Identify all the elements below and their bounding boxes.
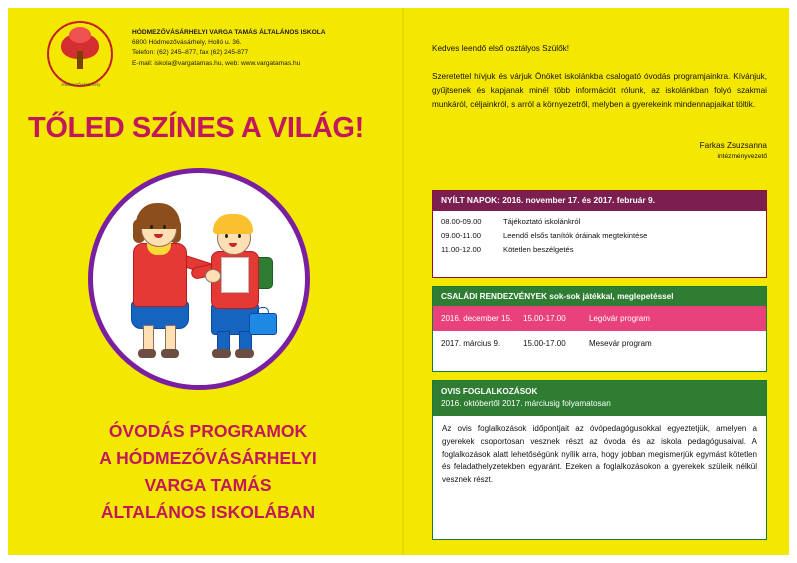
- table-row: [433, 331, 766, 356]
- logo-tree-top-icon: [69, 27, 91, 43]
- event-time: 15.00-17.00: [523, 314, 566, 324]
- girl-hair-icon: [136, 203, 180, 229]
- girl-shoe-right-icon: [161, 349, 179, 358]
- boy-shirt-icon: [221, 257, 249, 293]
- open-day-time: 11.00-12.00: [441, 245, 481, 255]
- school-address: 6800 Hódmezővásárhely, Holló u. 36.: [132, 39, 242, 47]
- boy-eye-right-icon: [238, 234, 241, 238]
- table-row: [441, 215, 758, 229]
- event-time: 15.00-17.00: [523, 339, 566, 349]
- girl-eye-left-icon: [150, 225, 153, 229]
- children-illustration: [88, 168, 314, 400]
- open-days-header: NYÍLT NAPOK: 2016. november 17. és 2017. február 9.: [433, 191, 766, 211]
- logo-circle-icon: [47, 21, 113, 87]
- open-day-desc: Leendő elsős tanítók óráinak megtekintése: [503, 231, 648, 241]
- illustration-circle: [88, 168, 310, 390]
- signature-name: Farkas Zsuzsanna: [699, 141, 767, 150]
- ovis-activities-box: [432, 380, 767, 540]
- table-row: [433, 306, 766, 331]
- family-events-header: CSALÁDI RENDEZVÉNYEK sok-sok játékkal, meglepetéssel: [433, 287, 766, 306]
- school-logo: [32, 18, 128, 90]
- school-info-block: [132, 28, 372, 69]
- intro-paragraph: Szeretettel hívjuk és várjuk Önöket iskolánkba csalogató óvodás programjainkra. Kívánjuk, gyűjtsenek és kapjanak minél több információt rólunk, az iskolánkban folyó szakmai munkáról, céljainkról, s arról a környezetről, melyben a gyerekeink mindennapjaikat töltik.: [432, 72, 767, 110]
- holding-hands-icon: [205, 269, 221, 283]
- open-days-rows: [433, 211, 766, 257]
- program-title: [28, 418, 388, 527]
- event-date: 2016. december 15.: [441, 314, 513, 324]
- event-name: Mesevár program: [589, 339, 652, 349]
- signature-role: intézményvezető: [717, 153, 767, 161]
- greeting-text: Kedves leendő első osztályos Szülők!: [432, 44, 569, 53]
- open-day-desc: Tájékoztató iskolánkról: [503, 217, 581, 227]
- table-row: [441, 229, 758, 243]
- ovis-header: [433, 381, 766, 416]
- boy-hair-icon: [213, 214, 253, 234]
- table-row: [441, 243, 758, 257]
- girl-shoe-left-icon: [138, 349, 156, 358]
- boy-shoe-left-icon: [212, 349, 231, 358]
- family-events-box: [432, 286, 767, 372]
- open-day-desc: Kötetlen beszélgetés: [503, 245, 574, 255]
- open-days-box: [432, 190, 767, 278]
- boy-eye-left-icon: [225, 234, 228, 238]
- logo-tree-trunk-icon: [77, 51, 83, 69]
- school-phone: Telefon: (62) 245–877, fax (62) 245-877: [132, 49, 249, 57]
- program-title-line4: ÁLTALÁNOS ISKOLÁBAN: [100, 502, 316, 523]
- signature-block: [432, 140, 767, 162]
- program-title-line2: A HÓDMEZŐVÁSÁRHELYI: [99, 448, 317, 469]
- open-day-time: 08.00-09.00: [441, 217, 482, 227]
- event-name: Legóvár program: [589, 314, 650, 324]
- program-title-line1: ÓVODÁS PROGRAMOK: [108, 421, 308, 441]
- ovis-header-subtitle: 2016. októbertől 2017. márciusig folyamatosan: [441, 399, 611, 409]
- school-email: E-mail: iskola@vargatamas.hu, web: www.vargatamas.hu: [132, 59, 301, 67]
- boy-shoe-right-icon: [235, 349, 254, 358]
- main-title: TŐLED SZÍNES A VILÁG!: [28, 112, 364, 144]
- ovis-header-title: OVIS FOGLALKOZÁSOK: [441, 387, 538, 396]
- open-day-time: 09.00-11.00: [441, 231, 481, 241]
- briefcase-icon: [249, 313, 277, 335]
- logo-caption: Hódmezővásárhely: [61, 82, 101, 87]
- fold-line: [402, 8, 404, 555]
- illustration-ground: [93, 367, 305, 385]
- program-title-line3: VARGA TAMÁS: [144, 475, 272, 496]
- school-name: HÓDMEZŐVÁSÁRHELYI VARGA TAMÁS ÁLTALÁNOS ISKOLA: [132, 29, 326, 36]
- girl-eye-right-icon: [163, 225, 166, 229]
- ovis-text: Az ovis foglalkozások időpontjait az óvópedagógusokkal egyeztetjük, amelyen a gyerekek csoportosan vesznek részt az óvoda és az iskola pedagógusaival. A foglalkozások alatt lehetőségünk nyílik arra, hogy jobban megismerjük egymást kötetlen és feladathelyzetekben egyaránt. Ezeken a foglalkozásokon a gyerekek szüleik nélkül vesznek részt.: [442, 423, 757, 485]
- event-date: 2017. március 9.: [441, 339, 501, 349]
